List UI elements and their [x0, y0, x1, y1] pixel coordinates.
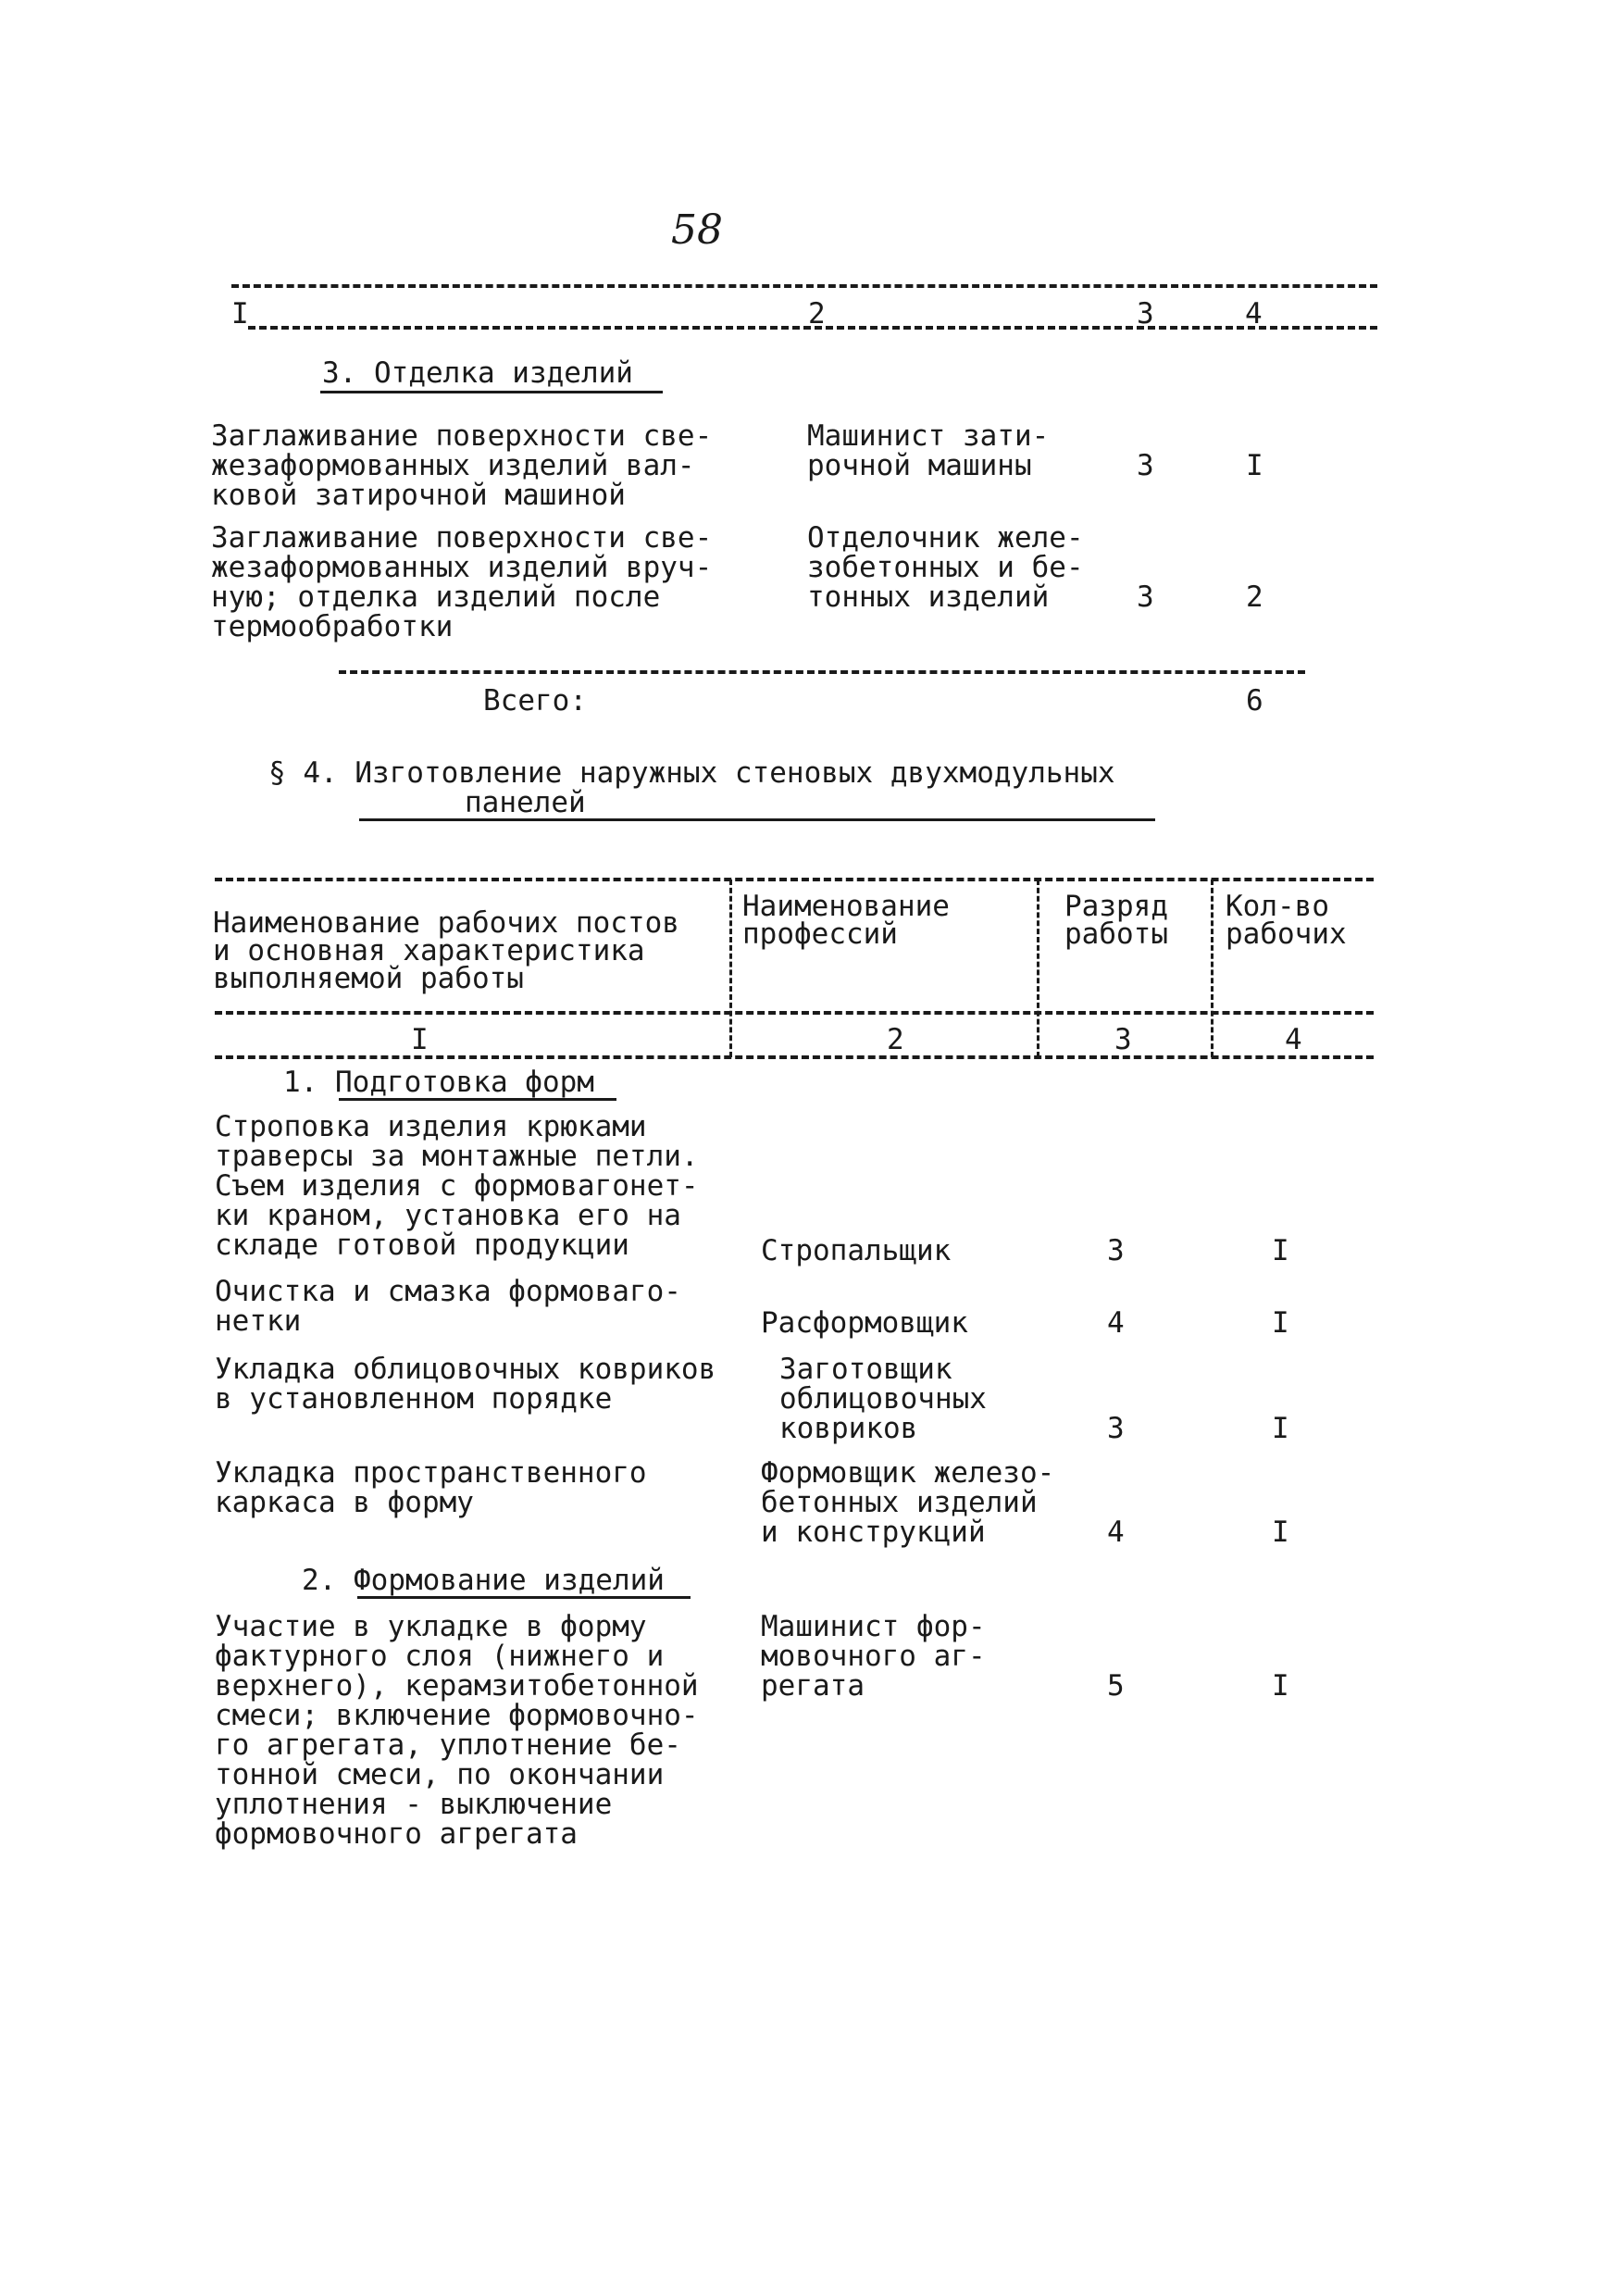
- work-line: ковой затирочной машиной: [211, 479, 626, 512]
- grade-value: 5: [1107, 1669, 1125, 1703]
- work-line: Заглаживание поверхности све-: [211, 521, 713, 555]
- work-line: тонной смеси, по окончании: [215, 1758, 665, 1791]
- profession-line: и конструкций: [761, 1516, 986, 1549]
- col-num-2: 2: [887, 1023, 904, 1056]
- grade-value: 4: [1107, 1516, 1125, 1549]
- col-num-2: 2: [808, 297, 826, 331]
- divider: [231, 284, 1377, 288]
- section-title: § 4. Изготовление наружных стеновых двухмодульных: [268, 756, 1115, 790]
- profession-line: мовочного аг-: [761, 1640, 986, 1673]
- count-value: I: [1272, 1516, 1289, 1549]
- count-value: I: [1272, 1412, 1289, 1445]
- profession-line: Стропальщик: [761, 1234, 952, 1267]
- count-value: I: [1272, 1234, 1289, 1267]
- col-num-3: 3: [1114, 1023, 1132, 1056]
- work-line: смеси; включение формовочно-: [215, 1699, 699, 1732]
- work-line: уплотнения - выключение: [215, 1788, 613, 1821]
- profession-line: Машинист зати-: [807, 419, 1050, 453]
- column-separator: [729, 880, 732, 1057]
- work-line: траверсы за монтажные петли.: [215, 1140, 699, 1173]
- grade-value: 3: [1137, 580, 1154, 614]
- col-num-4: 4: [1245, 297, 1263, 331]
- divider: [215, 1011, 1374, 1015]
- header-col1: выполняемой работы: [213, 962, 524, 995]
- grade-value: 3: [1137, 449, 1154, 482]
- profession-line: тонных изделий: [807, 580, 1050, 614]
- divider: [215, 1055, 1374, 1059]
- header-col3: Разряд: [1064, 890, 1168, 923]
- section-title: 3. Отделка изделий: [322, 356, 633, 390]
- grade-value: 3: [1107, 1412, 1125, 1445]
- col-num-4: 4: [1285, 1023, 1302, 1056]
- total-label: Всего:: [483, 684, 587, 718]
- work-line: Заглаживание поверхности све-: [211, 419, 713, 453]
- work-line: верхнего), керамзитобетонной: [215, 1669, 699, 1703]
- work-line: Очистка и смазка формоваго-: [215, 1275, 681, 1308]
- profession-line: бетонных изделий: [761, 1486, 1038, 1519]
- profession-line: облицовочных: [779, 1382, 987, 1416]
- work-line: жезаформованных изделий вруч-: [211, 551, 713, 584]
- work-line: ную; отделка изделий после: [211, 580, 661, 614]
- profession-line: рочной машины: [807, 449, 1032, 482]
- work-line: фактурного слоя (нижнего и: [215, 1640, 665, 1673]
- work-line: Участие в укладке в форму: [215, 1610, 647, 1643]
- underline: [359, 818, 1155, 821]
- work-line: Строповка изделия крюками: [215, 1110, 647, 1143]
- profession-line: Машинист фор-: [761, 1610, 986, 1643]
- work-line: Укладка пространственного: [215, 1456, 647, 1490]
- work-line: Съем изделия с формовагонет-: [215, 1169, 699, 1203]
- work-line: Укладка облицовочных ковриков: [215, 1353, 716, 1386]
- profession-line: Расформовщик: [761, 1306, 968, 1340]
- column-separator: [1037, 880, 1039, 1057]
- header-col1: Наименование рабочих постов: [213, 906, 679, 940]
- profession-line: зобетонных и бе-: [807, 551, 1084, 584]
- divider: [339, 670, 1305, 674]
- col-num-3: 3: [1137, 297, 1154, 331]
- underline: [357, 1596, 691, 1599]
- header-col4: Кол-во: [1226, 890, 1329, 923]
- underline: [339, 1098, 616, 1101]
- page-number: 58: [671, 206, 723, 254]
- count-value: I: [1246, 449, 1263, 482]
- column-separator: [1211, 880, 1214, 1057]
- col-num-1: I: [411, 1023, 429, 1056]
- profession-line: регата: [761, 1669, 865, 1703]
- subsection-title: 2. Формование изделий: [302, 1564, 665, 1597]
- section-title-cont: панелей: [465, 786, 586, 819]
- header-col1: и основная характеристика: [213, 934, 645, 967]
- header-col2: профессий: [742, 917, 898, 951]
- profession-line: Отделочник желе-: [807, 521, 1084, 555]
- header-col3: работы: [1064, 917, 1168, 951]
- work-line: жезаформованных изделий вал-: [211, 449, 695, 482]
- work-line: в установленном порядке: [215, 1382, 613, 1416]
- col-num-1: I: [231, 297, 249, 331]
- work-line: нетки: [215, 1304, 302, 1338]
- profession-line: Формовщик железо-: [761, 1456, 1055, 1490]
- header-col4: рабочих: [1226, 917, 1347, 951]
- work-line: го агрегата, уплотнение бе-: [215, 1728, 681, 1762]
- count-value: 2: [1246, 580, 1263, 614]
- grade-value: 3: [1107, 1234, 1125, 1267]
- profession-line: ковриков: [779, 1412, 918, 1445]
- work-line: термообработки: [211, 610, 454, 643]
- underline: [320, 391, 663, 393]
- divider: [215, 878, 1374, 881]
- grade-value: 4: [1107, 1306, 1125, 1340]
- divider: [248, 326, 1377, 330]
- total-value: 6: [1246, 684, 1263, 718]
- work-line: складе готовой продукции: [215, 1229, 629, 1262]
- count-value: I: [1272, 1306, 1289, 1340]
- profession-line: Заготовщик: [779, 1353, 952, 1386]
- header-col2: Наименование: [742, 890, 950, 923]
- work-line: каркаса в форму: [215, 1486, 474, 1519]
- count-value: I: [1272, 1669, 1289, 1703]
- work-line: формовочного агрегата: [215, 1817, 578, 1851]
- work-line: ки краном, установка его на: [215, 1199, 681, 1232]
- subsection-title: 1. Подготовка форм: [283, 1066, 594, 1099]
